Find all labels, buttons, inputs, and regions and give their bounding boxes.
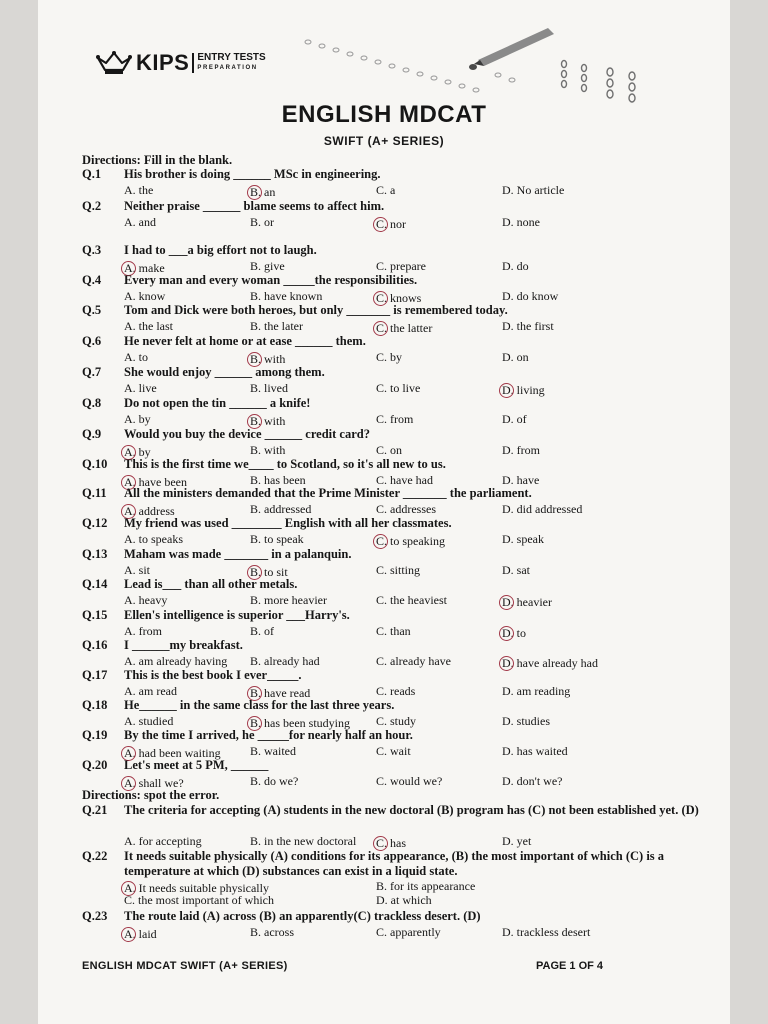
option-d-marked: D. heavier xyxy=(502,595,552,609)
question-1 xyxy=(82,167,718,199)
question-text: All the ministers demanded that the Prime Minister _______ the parliament. xyxy=(124,486,532,500)
option-a: A. live xyxy=(124,381,157,395)
option-b-marked: B. with xyxy=(250,352,286,366)
option-d: D. none xyxy=(502,215,540,229)
option-b: B. or xyxy=(250,215,274,229)
option-a-marked: A. laid xyxy=(124,927,157,941)
directions-fill-blank: Directions: Fill in the blank. xyxy=(82,153,233,167)
option-c-marked: C. the latter xyxy=(376,321,433,335)
option-a-marked: A. make xyxy=(124,261,165,275)
option-b-marked: B. to sit xyxy=(250,565,288,579)
option-b: B. of xyxy=(250,624,274,638)
option-a: A. know xyxy=(124,289,166,303)
option-c-marked: C. to speaking xyxy=(376,534,445,548)
option-a-marked: A. had been waiting xyxy=(124,746,221,760)
option-d: D. do xyxy=(502,259,529,273)
kips-logo xyxy=(96,50,266,76)
option-a: A. the last xyxy=(124,319,173,333)
question-7 xyxy=(82,365,718,397)
question-text: Neither praise ______ blame seems to affect him. xyxy=(124,199,385,213)
option-d: D. No article xyxy=(502,183,565,197)
question-number: Q.3 xyxy=(82,243,102,257)
question-number: Q.14 xyxy=(82,577,108,591)
question-text: Maham was made _______ in a palanquin. xyxy=(124,547,352,561)
question-19 xyxy=(82,728,718,760)
question-number: Q.4 xyxy=(82,273,102,287)
option-b: B. already had xyxy=(250,654,320,668)
question-text: The criteria for accepting (A) students in the new doctoral (B) program has (C) not been established yet. (D) xyxy=(124,803,699,817)
question-23 xyxy=(82,909,718,941)
question-text: I ______my breakfast. xyxy=(124,638,243,652)
option-b: B. more heavier xyxy=(250,593,327,607)
option-a: A. to speaks xyxy=(124,532,183,546)
option-b: B. give xyxy=(250,259,285,273)
option-a: A. the xyxy=(124,183,154,197)
question-number: Q.21 xyxy=(82,803,108,817)
question-20 xyxy=(82,758,718,790)
question-21 xyxy=(82,803,718,850)
question-8 xyxy=(82,396,718,428)
question-text: Let's meet at 5 PM, ______ xyxy=(124,758,269,772)
question-13 xyxy=(82,547,718,579)
option-a: A. am already having xyxy=(124,654,228,668)
option-d: D. speak xyxy=(502,532,544,546)
question-4 xyxy=(82,273,718,305)
option-c: C. the heaviest xyxy=(376,593,447,607)
question-text: He______ in the same class for the last three years. xyxy=(124,698,395,712)
question-2 xyxy=(82,199,718,231)
option-c: C. to live xyxy=(376,381,421,395)
option-c: C. already have xyxy=(376,654,451,668)
question-text: The route laid (A) across (B) an apparently(C) trackless desert. (D) xyxy=(124,909,481,923)
question-number: Q.11 xyxy=(82,486,107,500)
question-text: Lead is___ than all other metals. xyxy=(124,577,298,591)
option-a: A. for accepting xyxy=(124,834,202,848)
question-11 xyxy=(82,486,718,518)
option-b-marked: B. has been studying xyxy=(250,716,350,730)
question-text: Tom and Dick were both heroes, but only _______ is remembered today. xyxy=(124,303,508,317)
option-c: C. apparently xyxy=(376,925,441,939)
brand-name: KIPS xyxy=(136,50,190,75)
option-b: B. waited xyxy=(250,744,296,758)
question-text: It needs suitable physically (A) conditions for its appearance, (B) the most important of which (C) is a temperature at which (D) substances can exist in a liquid state. xyxy=(124,849,665,878)
question-12 xyxy=(82,516,718,548)
option-a-marked: A. have been xyxy=(124,475,187,489)
option-a: A. from xyxy=(124,624,162,638)
option-c-marked: C. nor xyxy=(376,217,406,231)
option-d: D. on xyxy=(502,350,529,364)
option-d: D. at which xyxy=(376,893,432,907)
question-15 xyxy=(82,608,718,640)
option-b: B. the later xyxy=(250,319,303,333)
option-b: B. across xyxy=(250,925,294,939)
option-c: C. the most important of which xyxy=(124,893,274,907)
brand-sub-line1: ENTRY TESTS xyxy=(197,52,266,63)
option-c: C. a xyxy=(376,183,396,197)
question-5 xyxy=(82,303,718,335)
option-b-marked: B. an xyxy=(250,185,276,199)
crown-icon xyxy=(96,50,132,76)
option-a-marked: A. shall we? xyxy=(124,776,184,790)
option-c: C. wait xyxy=(376,744,411,758)
option-b: B. do we? xyxy=(250,774,299,788)
question-number: Q.13 xyxy=(82,547,108,561)
option-a-marked: A. by xyxy=(124,445,151,459)
option-d-marked: D. have already had xyxy=(502,656,598,670)
question-number: Q.7 xyxy=(82,365,102,379)
question-number: Q.23 xyxy=(82,909,108,923)
question-9 xyxy=(82,427,718,459)
question-text: This is the best book I ever_____. xyxy=(124,668,302,682)
option-a: A. sit xyxy=(124,563,151,577)
option-c: C. than xyxy=(376,624,411,638)
option-d-marked: D. living xyxy=(502,383,545,397)
option-b: B. in the new doctoral xyxy=(250,834,357,848)
footer-title: ENGLISH MDCAT SWIFT (A+ SERIES) xyxy=(82,960,288,972)
option-d: D. has waited xyxy=(502,744,568,758)
option-b: B. for its appearance xyxy=(376,879,476,893)
option-c-marked: C. knows xyxy=(376,291,422,305)
option-a: A. to xyxy=(124,350,148,364)
question-10 xyxy=(82,457,718,489)
option-d: D. did addressed xyxy=(502,502,583,516)
question-number: Q.9 xyxy=(82,427,102,441)
question-text: Do not open the tin ______ a knife! xyxy=(124,396,311,410)
option-c: C. have had xyxy=(376,473,433,487)
question-number: Q.5 xyxy=(82,303,102,317)
option-d: D. have xyxy=(502,473,540,487)
option-c: C. on xyxy=(376,443,403,457)
question-text: Ellen's intelligence is superior ___Harry's. xyxy=(124,608,350,622)
option-c: C. from xyxy=(376,412,414,426)
brand-sub-line2: PREPARATION xyxy=(197,65,258,71)
option-a: A. and xyxy=(124,215,156,229)
question-6 xyxy=(82,334,718,366)
question-text: He never felt at home or at ease ______ them. xyxy=(124,334,366,348)
question-number: Q.19 xyxy=(82,728,108,742)
option-d: D. yet xyxy=(502,834,532,848)
question-text: My friend was used ________ English with all her classmates. xyxy=(124,516,452,530)
question-number: Q.6 xyxy=(82,334,102,348)
option-a: A. heavy xyxy=(124,593,168,607)
option-c-marked: C. has xyxy=(376,836,406,850)
question-number: Q.15 xyxy=(82,608,108,622)
option-d: D. studies xyxy=(502,714,550,728)
question-18 xyxy=(82,698,718,730)
page-number: PAGE 1 OF 4 xyxy=(536,960,604,972)
question-text: This is the first time we____ to Scotland, so it's all new to us. xyxy=(124,457,446,471)
question-16 xyxy=(82,638,718,670)
question-text: His brother is doing ______ MSc in engineering. xyxy=(124,167,381,181)
exam-page xyxy=(38,0,730,1024)
question-number: Q.18 xyxy=(82,698,108,712)
question-text: She would enjoy ______ among them. xyxy=(124,365,325,379)
option-a: A. studied xyxy=(124,714,174,728)
page-title: ENGLISH MDCAT xyxy=(281,101,487,128)
logo-divider xyxy=(192,53,194,73)
option-d: D. the first xyxy=(502,319,554,333)
option-b-marked: B. with xyxy=(250,414,286,428)
option-d: D. am reading xyxy=(502,684,571,698)
option-c: C. addresses xyxy=(376,502,436,516)
option-d: D. of xyxy=(502,412,527,426)
brand-subtitle xyxy=(197,53,265,73)
question-14 xyxy=(82,577,718,609)
question-text: Every man and every woman _____the responsibilities. xyxy=(124,273,418,287)
option-b: B. to speak xyxy=(250,532,304,546)
question-number: Q.2 xyxy=(82,199,102,213)
question-number: Q.10 xyxy=(82,457,108,471)
question-text: By the time I arrived, he _____for nearly half an hour. xyxy=(124,728,413,742)
question-number: Q.20 xyxy=(82,758,108,772)
option-d: D. trackless desert xyxy=(502,925,591,939)
question-number: Q.8 xyxy=(82,396,102,410)
directions-spot-error: Directions: spot the error. xyxy=(82,788,220,802)
page-subtitle: SWIFT (A+ SERIES) xyxy=(323,134,445,148)
question-17 xyxy=(82,668,718,700)
omr-sheet-graphic xyxy=(288,20,638,110)
option-d-marked: D. to xyxy=(502,626,526,640)
option-a: A. by xyxy=(124,412,151,426)
question-text: I had to ___a big effort not to laugh. xyxy=(124,243,317,257)
option-b: B. with xyxy=(250,443,286,457)
option-d: D. from xyxy=(502,443,540,457)
option-b: B. have known xyxy=(250,289,323,303)
option-c: C. sitting xyxy=(376,563,421,577)
question-3 xyxy=(82,243,718,275)
question-number: Q.22 xyxy=(82,849,108,863)
question-text: Would you buy the device ______ credit card? xyxy=(124,427,370,441)
option-b: B. addressed xyxy=(250,502,312,516)
question-number: Q.1 xyxy=(82,167,102,181)
question-number: Q.12 xyxy=(82,516,108,530)
option-d: D. don't we? xyxy=(502,774,563,788)
option-b: B. lived xyxy=(250,381,288,395)
option-d: D. sat xyxy=(502,563,530,577)
option-d: D. do know xyxy=(502,289,559,303)
option-b-marked: B. have read xyxy=(250,686,311,700)
option-c: C. reads xyxy=(376,684,416,698)
option-c: C. would we? xyxy=(376,774,443,788)
option-a-marked: A. It needs suitable physically xyxy=(124,881,269,895)
option-c: C. study xyxy=(376,714,417,728)
option-a-marked: A. address xyxy=(124,504,175,518)
question-22 xyxy=(82,849,718,907)
option-b: B. has been xyxy=(250,473,306,487)
option-a: A. am read xyxy=(124,684,177,698)
option-c: C. by xyxy=(376,350,403,364)
question-number: Q.16 xyxy=(82,638,108,652)
option-c: C. prepare xyxy=(376,259,426,273)
question-number: Q.17 xyxy=(82,668,108,682)
